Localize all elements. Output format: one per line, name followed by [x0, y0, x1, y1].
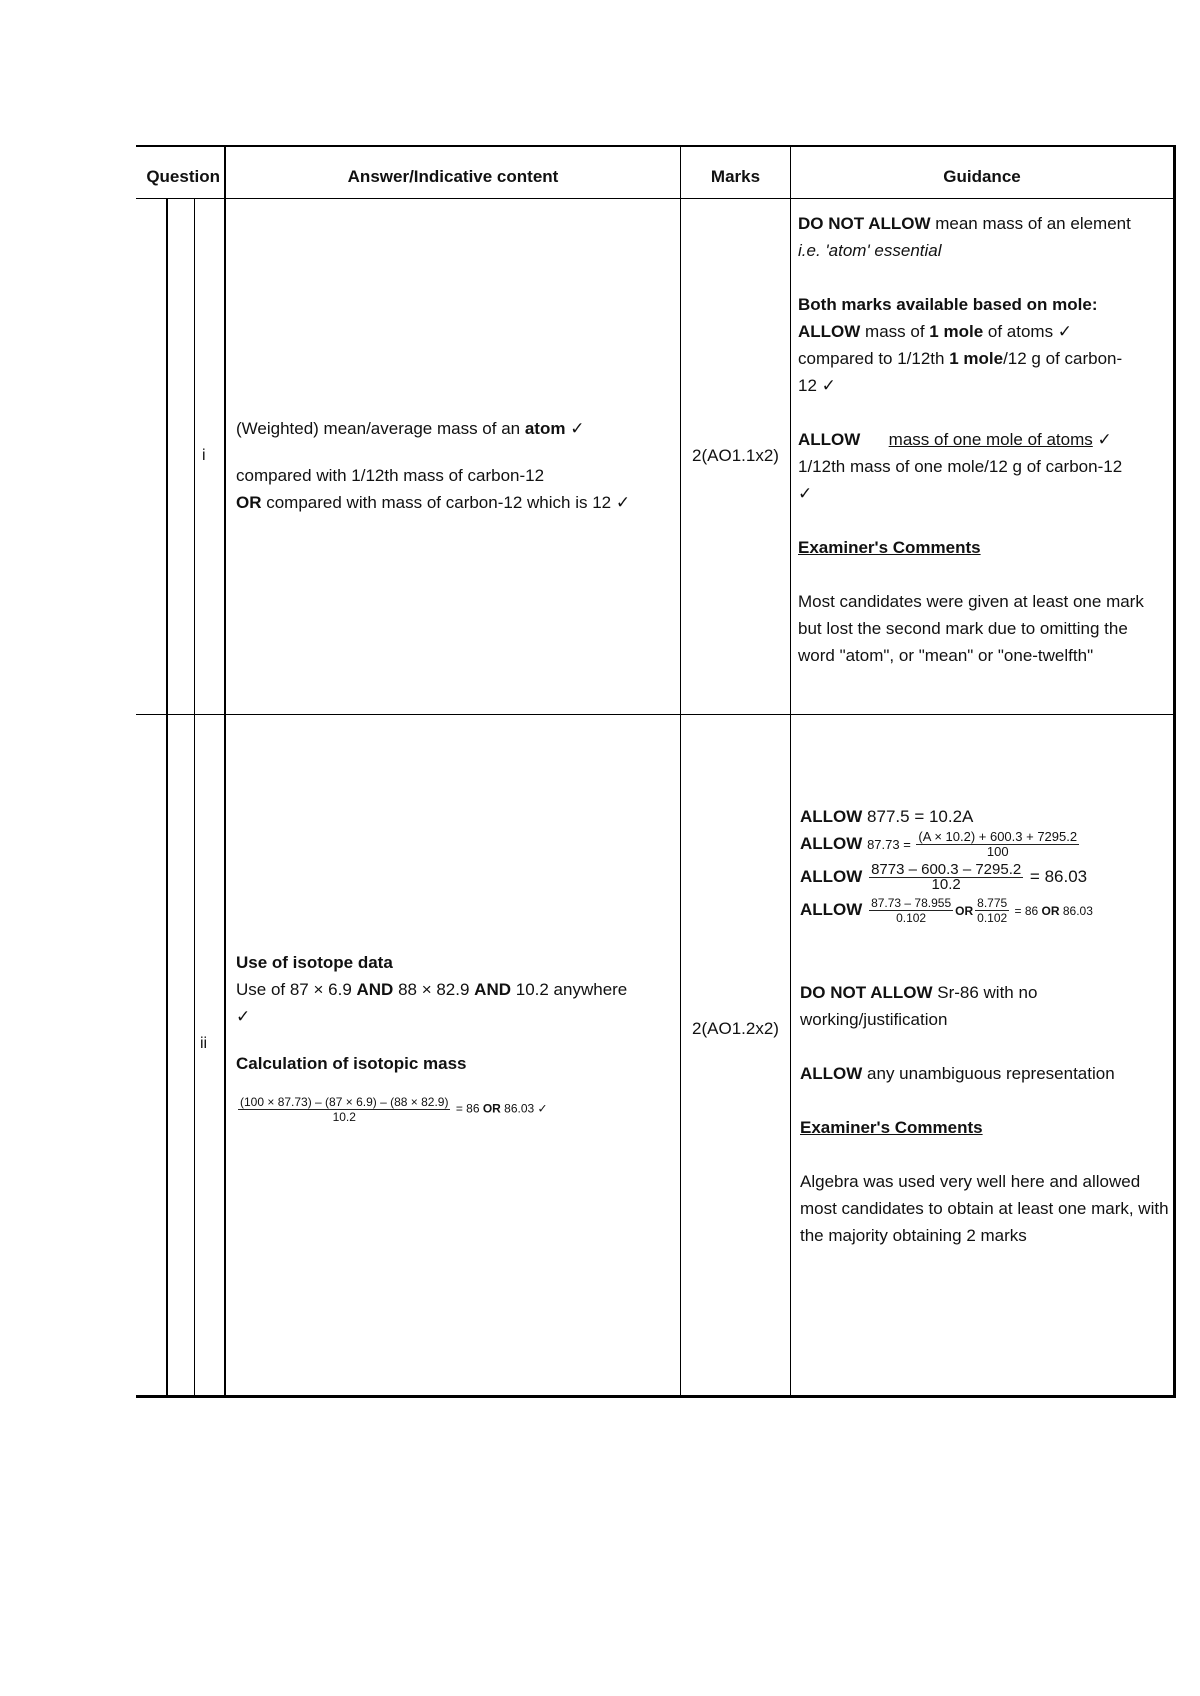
row1-answer	[236, 415, 676, 516]
answer-line: compared with 1/12th mass of carbon-12	[236, 466, 545, 485]
answer-column-border	[680, 145, 681, 1398]
answer-line: (Weighted) mean/average mass of an atom ✓	[236, 419, 585, 438]
guidance-line: ALLOW mass of 1 mole of atoms ✓	[798, 322, 1073, 341]
calculation-fraction: $\frac{(100 \times 87.73) - (87 \times 6.9) - (88 \times 82.9)}{10.2}$	[240, 1095, 449, 1124]
guidance-line: i.e. 'atom' essential	[798, 241, 942, 260]
header-question: Question	[146, 167, 220, 186]
guidance-line: DO NOT ALLOW Sr-86 with no	[800, 983, 1038, 1003]
answer-heading: Calculation of isotopic mass	[236, 1054, 467, 1073]
formula-fraction: $\frac{8773 - 600.3 - 7295.2}{10.2}$	[871, 861, 1022, 894]
header-bottom-border	[136, 198, 1176, 199]
examiner-comment: Most candidates were given at least one mark but lost the second mark due to omitting the word "atom", or "mean" or "one-twelfth"	[798, 592, 1144, 665]
examiner-comments-heading: Examiner's Comments	[800, 1118, 983, 1138]
guidance-line: ALLOW mass of one mole of atoms ✓	[798, 430, 1112, 449]
guidance-line: ALLOW any unambiguous representation	[800, 1064, 1115, 1084]
mark-scheme-table	[146, 145, 1176, 1398]
examiner-comment: Algebra was used very well here and allowed most candidates to obtain at least one mark, with the majority obtaining 2 marks	[800, 1172, 1169, 1246]
question-part-i: i	[202, 447, 206, 464]
header-guidance: Guidance	[943, 167, 1021, 186]
guidance-line: ✓	[798, 484, 813, 503]
row2-marks: 2(AO1.2x2)	[692, 1019, 779, 1038]
formula-fraction: $\frac{87.73 - 78.955}{0.102}$	[871, 896, 952, 926]
question-part-ii: ii	[200, 1035, 208, 1052]
guidance-line: 12 ✓	[798, 376, 836, 395]
row1-marks: 2(AO1.1x2)	[692, 446, 779, 465]
formula-fraction: $\frac{(A \times 10.2) + 600.3 + 7295.2}{100}$	[918, 829, 1078, 860]
answer-heading: Use of isotope data	[236, 953, 393, 972]
guidance-line: compared to 1/12th 1 mole/12 g of carbon-	[798, 349, 1123, 368]
examiner-comments-heading: Examiner's Comments	[798, 538, 981, 557]
guidance-line: ALLOW 87.73 = $\frac{(A \times 10.2) + 600.3 + 7295.2}{100}$	[800, 829, 1078, 860]
row1-guidance	[798, 210, 1168, 669]
header-marks: Marks	[710, 167, 761, 186]
calculation-formula: $\frac{(100 \times 87.73) - (87 \times 6.9) - (88 \times 82.9)}{10.2}$ = 86 OR 86.03 ✓	[240, 1095, 548, 1124]
answer-line: ✓	[236, 1007, 251, 1026]
row2-guidance	[800, 803, 1170, 1249]
guidance-line: ALLOW $\frac{8773 - 600.3 - 7295.2}{10.2}$ = 86.03	[800, 861, 1088, 894]
guidance-line: 1/12th mass of one mole/12 g of carbon-12	[798, 457, 1123, 476]
row-divider	[136, 714, 1176, 715]
guidance-line: working/justification	[800, 1010, 948, 1030]
table-top-border	[136, 145, 1176, 147]
row2-answer	[236, 949, 676, 1124]
marks-column-border	[790, 145, 791, 1398]
answer-line: OR compared with mass of carbon-12 which is 12 ✓	[236, 493, 631, 512]
question-subdivider-2	[194, 198, 195, 1398]
answer-line: Use of 87 × 6.9 AND 88 × 82.9 AND 10.2 anywhere	[236, 980, 628, 999]
question-column-border	[224, 145, 226, 1398]
question-subdivider-1	[166, 198, 168, 1398]
table-bottom-border	[136, 1395, 1176, 1398]
guidance-line: Both marks available based on mole:	[798, 295, 1098, 314]
guidance-line: DO NOT ALLOW mean mass of an element	[798, 214, 1131, 233]
table-right-border	[1173, 145, 1176, 1398]
guidance-line: ALLOW $\frac{87.73 - 78.955}{0.102}$ OR $\frac{8.775}{0.102}$ = 86 OR 86.03	[800, 896, 1093, 926]
formula-fraction: $\frac{8.775}{0.102}$	[977, 896, 1008, 926]
guidance-line: ALLOW 877.5 = 10.2A	[800, 807, 974, 826]
header-answer: Answer/Indicative content	[347, 167, 559, 186]
